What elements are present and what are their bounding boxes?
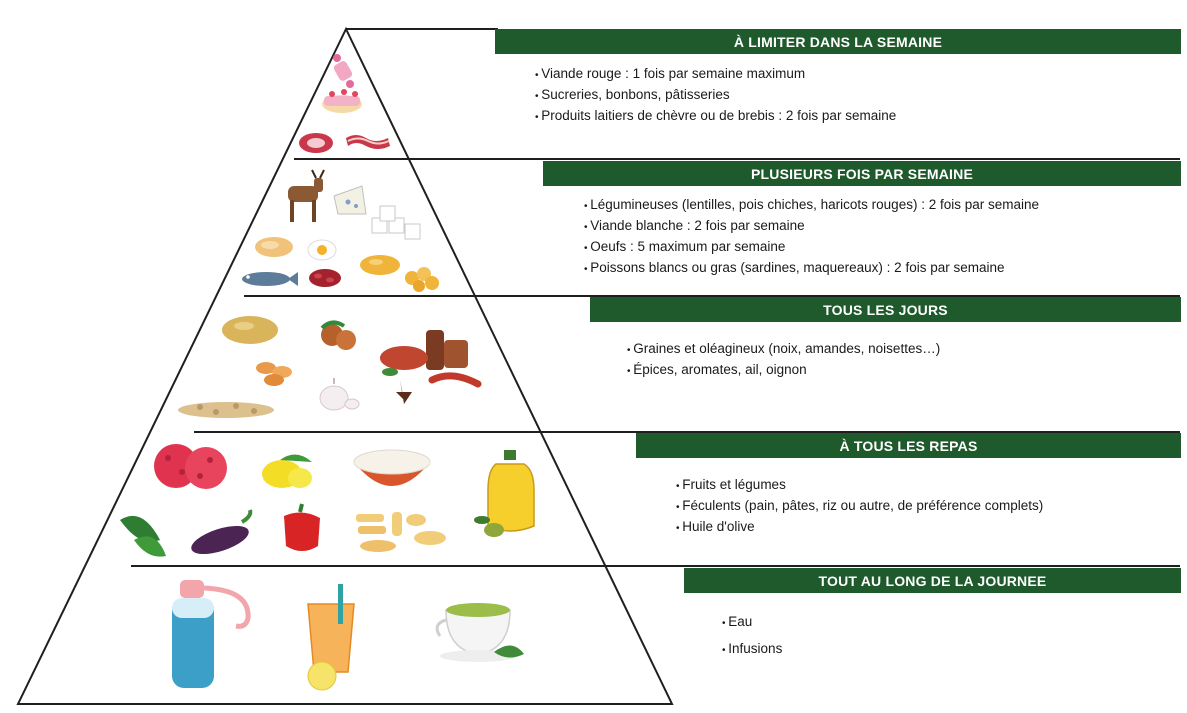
hazelnut-icon	[321, 322, 356, 350]
tier-1-title: À LIMITER DANS LA SEMAINE	[733, 33, 943, 50]
list-item: • Poissons blancs ou gras (sardines, maquereaux) : 2 fois par semaine	[584, 258, 1039, 279]
pyramid-outline	[18, 29, 672, 704]
list-item: • Féculents (pain, pâtes, riz ou autre, de préférence complets)	[676, 496, 1043, 517]
tier-4-banner	[636, 433, 1181, 458]
red-meat-icon	[299, 133, 333, 153]
tier-4-title: À TOUS LES REPAS	[839, 437, 978, 454]
tier-3-list	[627, 339, 940, 381]
list-item: • Huile d'olive	[676, 517, 1043, 538]
chicken-icon	[255, 237, 293, 257]
fish-icon	[242, 272, 298, 286]
list-item: • Fruits et légumes	[676, 475, 1043, 496]
pastries-icon	[322, 89, 362, 113]
tier-2-title: PLUSIEURS FOIS PAR SEMAINE	[751, 165, 973, 182]
rice-bowl-icon	[354, 450, 430, 486]
tier-2-list	[584, 195, 1039, 279]
olive-oil-icon	[474, 450, 534, 537]
garlic-icon	[320, 378, 359, 410]
tea-cup-icon	[437, 603, 524, 662]
chickpeas-icon	[405, 267, 439, 292]
list-item: • Légumineuses (lentilles, pois chiches, haricots rouges) : 2 fois par semaine	[584, 195, 1039, 216]
list-item: • Viande blanche : 2 fois par semaine	[584, 216, 1039, 237]
tier-3-title: TOUS LES JOURS	[823, 301, 948, 318]
cheese-icon	[334, 186, 366, 214]
tier-5-banner	[684, 568, 1181, 593]
candy-icon	[332, 54, 354, 88]
tier-5-list	[722, 609, 782, 663]
list-item: • Infusions	[722, 636, 782, 663]
bacon-icon	[346, 135, 390, 149]
seeds-icon	[222, 316, 278, 344]
tier-2-banner	[543, 161, 1181, 186]
pepper-icon	[284, 504, 320, 551]
tier-4-list	[676, 475, 1043, 538]
list-item: • Eau	[722, 609, 782, 636]
list-item: • Oeufs : 5 maximum par semaine	[584, 237, 1039, 258]
iced-tea-icon	[308, 584, 354, 690]
beans-icon	[309, 269, 341, 287]
goat-icon	[288, 170, 324, 222]
list-item: • Épices, aromates, ail, oignon	[627, 360, 940, 381]
tier-3-banner	[590, 297, 1181, 322]
eggplant-icon	[188, 510, 252, 560]
lemon-icon	[262, 454, 312, 488]
spinach-icon	[120, 516, 166, 557]
nuts-icon	[178, 402, 274, 418]
tier-5-title: TOUT AU LONG DE LA JOURNEE	[818, 572, 1047, 589]
list-item: • Sucreries, bonbons, pâtisseries	[535, 85, 896, 106]
spices-icon	[380, 330, 478, 404]
sugar-cubes-icon	[372, 206, 420, 239]
pasta-icon	[356, 512, 446, 552]
list-item: • Viande rouge : 1 fois par semaine maximum	[535, 64, 896, 85]
egg-icon	[308, 240, 336, 260]
list-item: • Graines et oléagineux (noix, amandes, noisettes…)	[627, 339, 940, 360]
lentils-icon	[360, 255, 400, 275]
tier-1-list	[535, 64, 896, 127]
list-item: • Produits laitiers de chèvre ou de brebis : 2 fois par semaine	[535, 106, 896, 127]
water-bottle-icon	[172, 580, 248, 688]
raspberry-icon	[154, 444, 227, 489]
tier-1-banner	[495, 29, 1181, 54]
almonds-icon	[256, 362, 292, 386]
